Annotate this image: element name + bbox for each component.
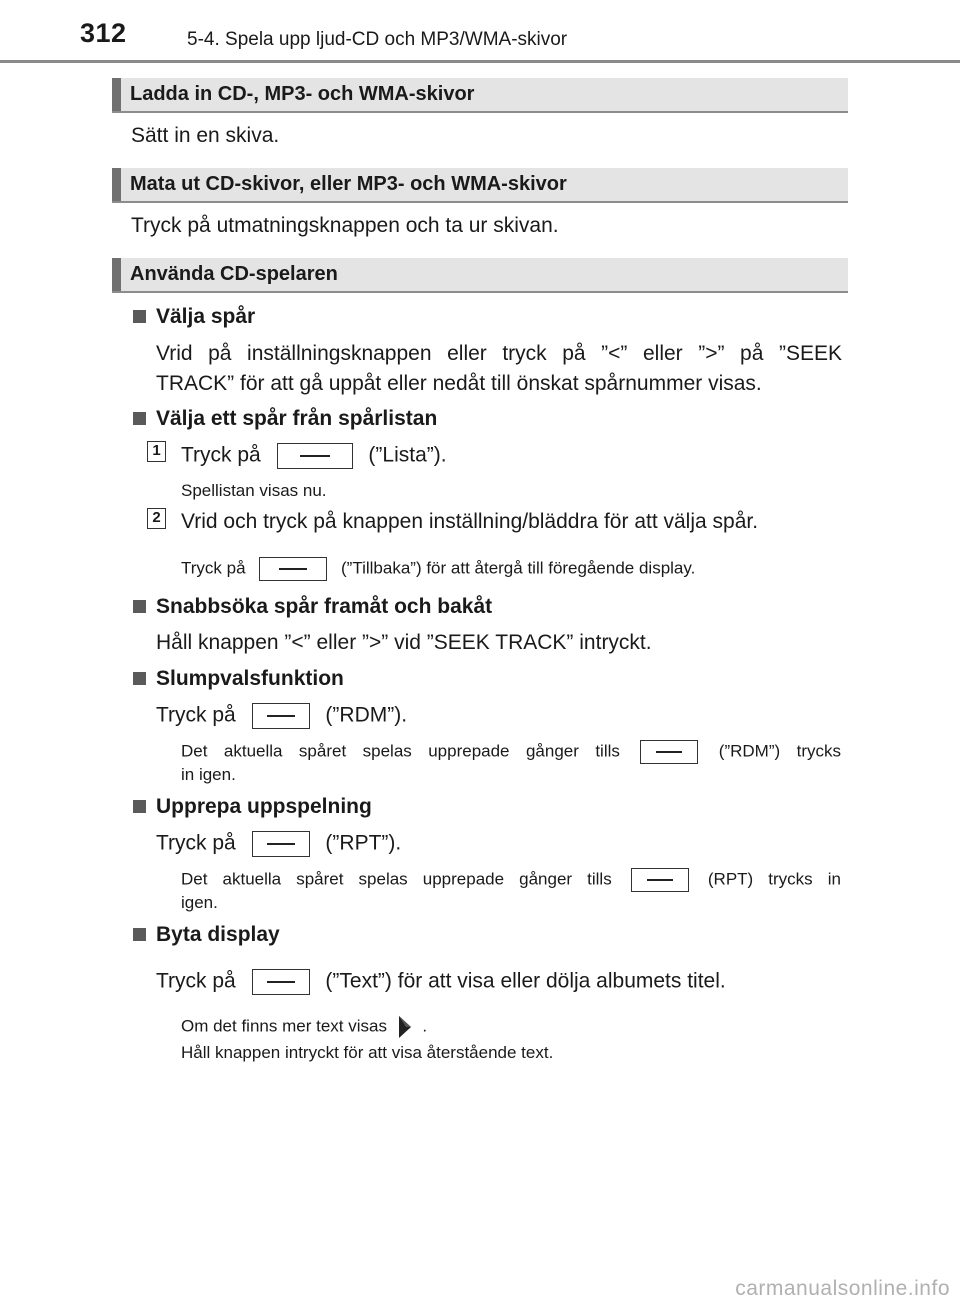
rdm-button-icon [252,703,310,729]
bullet-square-icon [133,310,146,323]
bullet-square-icon [133,928,146,941]
repeat-note-post: (RPT) trycks in [707,869,841,889]
display-pre: Tryck på [156,969,236,993]
heading-accent [112,168,121,201]
display-note2: Håll knappen intryckt för att visa återstående text. [181,1043,554,1062]
repeat-note-line2: igen. [181,893,218,912]
random-note-line2: in igen. [181,765,236,784]
select-track-line1: Vrid på inställningsknappen eller tryck på ”<” eller ”>” på ”SEEK [156,342,842,365]
section-heading-use [112,258,848,293]
topic-title: Snabbsöka spår framåt och bakåt [156,595,493,618]
heading-accent [112,78,121,111]
load-instruction: Sätt in en skiva. [131,124,280,147]
repeat-pre: Tryck på [156,831,236,855]
display-note1-post: . [422,1016,428,1036]
random-note-line1 [181,740,841,764]
step2-note-pre: Tryck på [181,558,246,578]
select-track-line2: TRACK” för att gå uppåt eller nedåt till önskat spårnummer visas. [156,372,762,395]
random-pre: Tryck på [156,703,236,727]
watermark: carmanualsonline.info [735,1277,950,1300]
text-button-icon [252,969,310,995]
step2-note [181,557,695,581]
display-note1 [181,1014,427,1040]
repeat-note-pre: Det aktuella spåret spelas upprepade gånger tills [181,869,612,889]
eject-instruction: Tryck på utmatningsknappen och ta ur skivan. [131,214,559,237]
step2-line: Vrid och tryck på knappen inställning/bläddra för att välja spår. [181,510,759,533]
repeat-note-line1 [181,868,841,892]
section-title: Använda CD-spelaren [130,263,338,285]
display-line [156,969,726,995]
step1-pre: Tryck på [181,443,261,467]
section-title: Ladda in CD-, MP3- och WMA-skivor [130,83,475,105]
header-rule [0,60,960,63]
list-button-icon [277,443,353,469]
random-line [156,703,407,729]
topic-title: Välja spår [156,305,256,328]
step1-note: Spellistan visas nu. [181,481,327,500]
back-button-icon [259,557,327,581]
random-post: (”RDM”). [325,703,408,727]
rdm-button-icon [640,740,698,764]
random-note-pre: Det aktuella spåret spelas upprepade gånger tills [181,741,620,761]
bullet-square-icon [133,412,146,425]
running-header: 5-4. Spela upp ljud-CD och MP3/WMA-skivor [187,29,568,50]
repeat-post: (”RPT”). [325,831,402,855]
section-heading-eject [112,168,848,203]
step-number: 2 [147,508,166,529]
bullet-square-icon [133,600,146,613]
fast-seek-text: Håll knappen ”<” eller ”>” vid ”SEEK TRACK” intryckt. [156,631,652,654]
step1-post: (”Lista”). [368,443,447,467]
bullet-square-icon [133,672,146,685]
random-note-post: (”RDM”) trycks [718,741,841,761]
section-title: Mata ut CD-skivor, eller MP3- och WMA-skivor [130,173,567,195]
topic-title: Upprepa uppspelning [156,795,372,818]
display-note1-pre: Om det finns mer text visas [181,1016,387,1036]
topic-title: Slumpvalsfunktion [156,667,344,690]
step-number: 1 [147,441,166,462]
section-heading-load [112,78,848,113]
bullet-square-icon [133,800,146,813]
step1-line [181,443,447,469]
more-text-arrow-icon [392,1014,418,1040]
page-number: 312 [80,18,127,48]
step2-note-post: (”Tillbaka”) för att återgå till föregående display. [341,558,696,578]
display-post: (”Text”) för att visa eller dölja albumets titel. [325,969,726,993]
topic-title: Byta display [156,923,280,946]
heading-accent [112,258,121,291]
rpt-button-icon [631,868,689,892]
rpt-button-icon [252,831,310,857]
repeat-line [156,831,401,857]
topic-title: Välja ett spår från spårlistan [156,407,438,430]
